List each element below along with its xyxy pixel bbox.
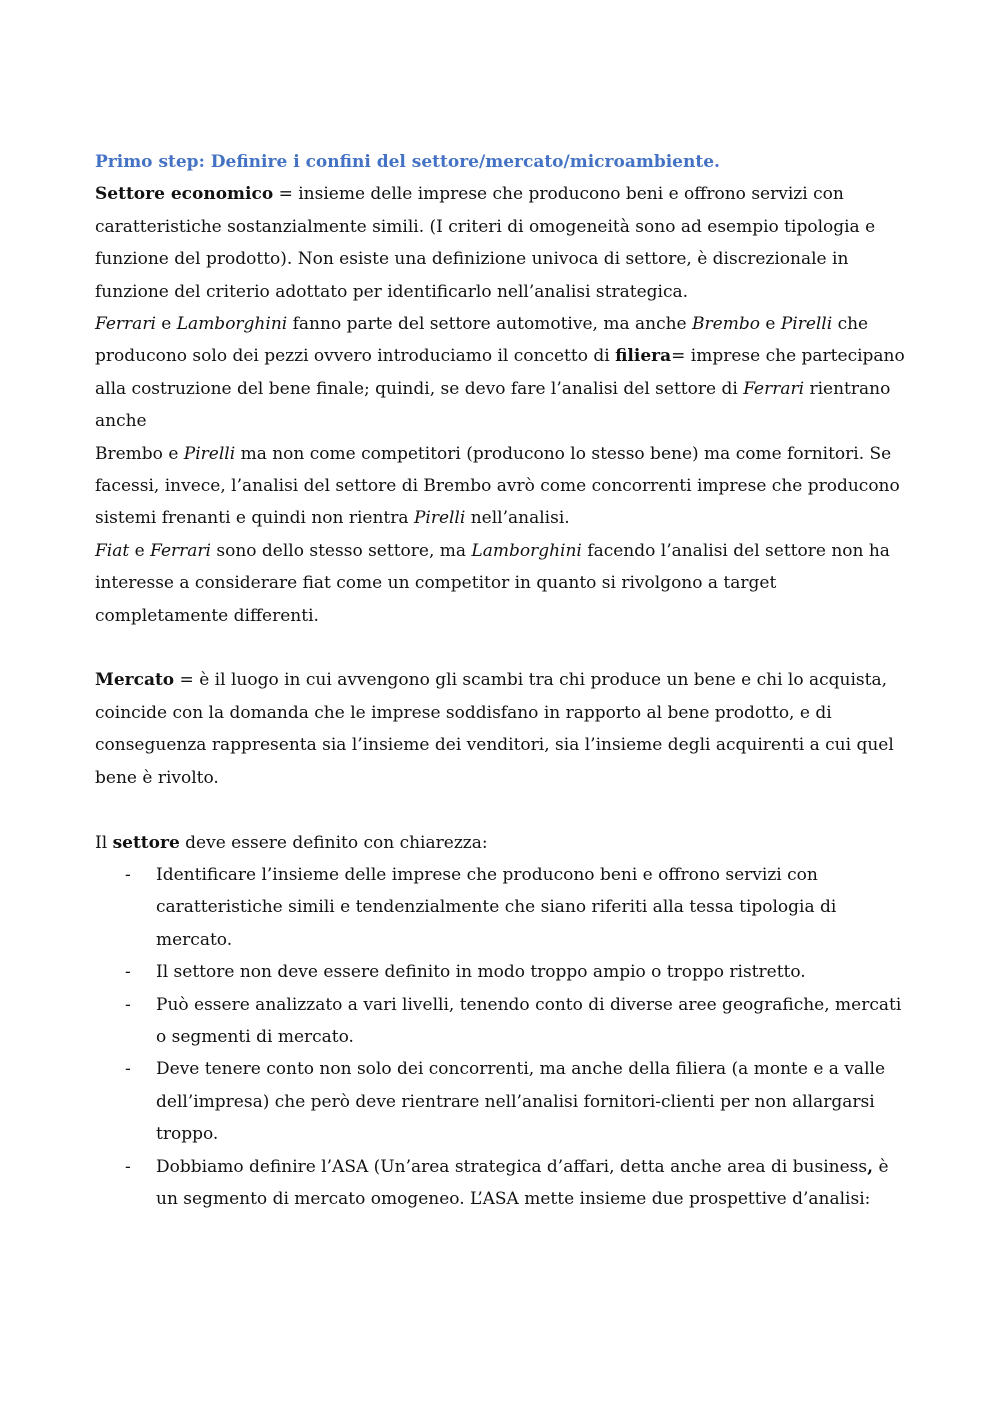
term-mercato: Mercato: [95, 670, 175, 691]
paragraph-fornitori: Brembo e Pirelli ma non come competitori (producono lo stesso bene) ma come fornitori. Se facessi, invece, l’analisi del settore di Brembo avrò come concorrenti imprese che producono sistemi frenanti e quindi non rientra Pirelli nell’analisi.: [95, 443, 900, 529]
paragraph-settore-economico: Settore economico = insieme delle imprese che producono beni e offrono servizi con caratteristiche sostanzialmente simili. (I criteri di omogeneità sono ad esempio tipologia e funzione del prodotto). Non esiste una definizione univoca di settore, è discrezionale in funzione del criterio adottato per identificarlo nell’analisi strategica.: [95, 184, 876, 302]
list-item: - Può essere analizzato a vari livelli, tenendo conto di diverse aree geografiche, mercati o segmenti di mercato.: [95, 989, 905, 1054]
term-filiera: filiera: [615, 346, 672, 367]
document-body: [95, 146, 905, 1215]
bullet-dash: -: [125, 1156, 131, 1177]
paragraph-spacer: [95, 632, 905, 664]
term-settore: settore: [112, 832, 180, 853]
bullet-dash: -: [125, 864, 131, 885]
paragraph-filiera: Ferrari e Lamborghini fanno parte del settore automotive, ma anche Brembo e Pirelli che producono solo dei pezzi ovvero introduciamo il concetto di filiera= imprese che partecipano alla costruzione del bene finale; quindi, se devo fare l’analisi del settore di Ferrari rientrano anche: [95, 314, 905, 432]
paragraph-settore-definizione: Il settore deve essere definito con chiarezza:: [95, 832, 488, 853]
bullet-dash: -: [125, 962, 131, 983]
term-settore-economico: Settore economico: [95, 184, 274, 205]
list-item: - Dobbiamo definire l’ASA (Un’area strategica d’affari, detta anche area di business, è un segmento di mercato omogeneo. L’ASA mette insieme due prospettive d’analisi:: [95, 1151, 905, 1216]
paragraph-mercato: Mercato = è il luogo in cui avvengono gli scambi tra chi produce un bene e chi lo acquista, coincide con la domanda che le imprese soddisfano in rapporto al bene prodotto, e di conseguenza rappresenta sia l’insieme dei venditori, sia l’insieme degli acquirenti a cui quel bene è rivolto.: [95, 670, 894, 788]
paragraph-fiat-ferrari: Fiat e Ferrari sono dello stesso settore, ma Lamborghini facendo l’analisi del settore non ha interesse a considerare fiat come un competitor in quanto si rivolgono a target completamente differenti.: [95, 540, 890, 626]
bullet-list: [95, 859, 905, 1215]
list-item: - Il settore non deve essere definito in modo troppo ampio o troppo ristretto.: [95, 956, 905, 988]
paragraph-spacer: [95, 794, 905, 826]
list-item: - Deve tenere conto non solo dei concorrenti, ma anche della filiera (a monte e a valle dell’impresa) che però deve rientrare nell’analisi fornitori-clienti per non allargarsi troppo.: [95, 1053, 905, 1150]
list-item: - Identificare l’insieme delle imprese che producono beni e offrono servizi con caratteristiche simili e tendenzialmente che siano riferiti alla tessa tipologia di mercato.: [95, 859, 905, 956]
bullet-dash: -: [125, 994, 131, 1015]
section-heading: Primo step: Definire i confini del settore/mercato/microambiente.: [95, 152, 720, 172]
bullet-dash: -: [125, 1059, 131, 1080]
